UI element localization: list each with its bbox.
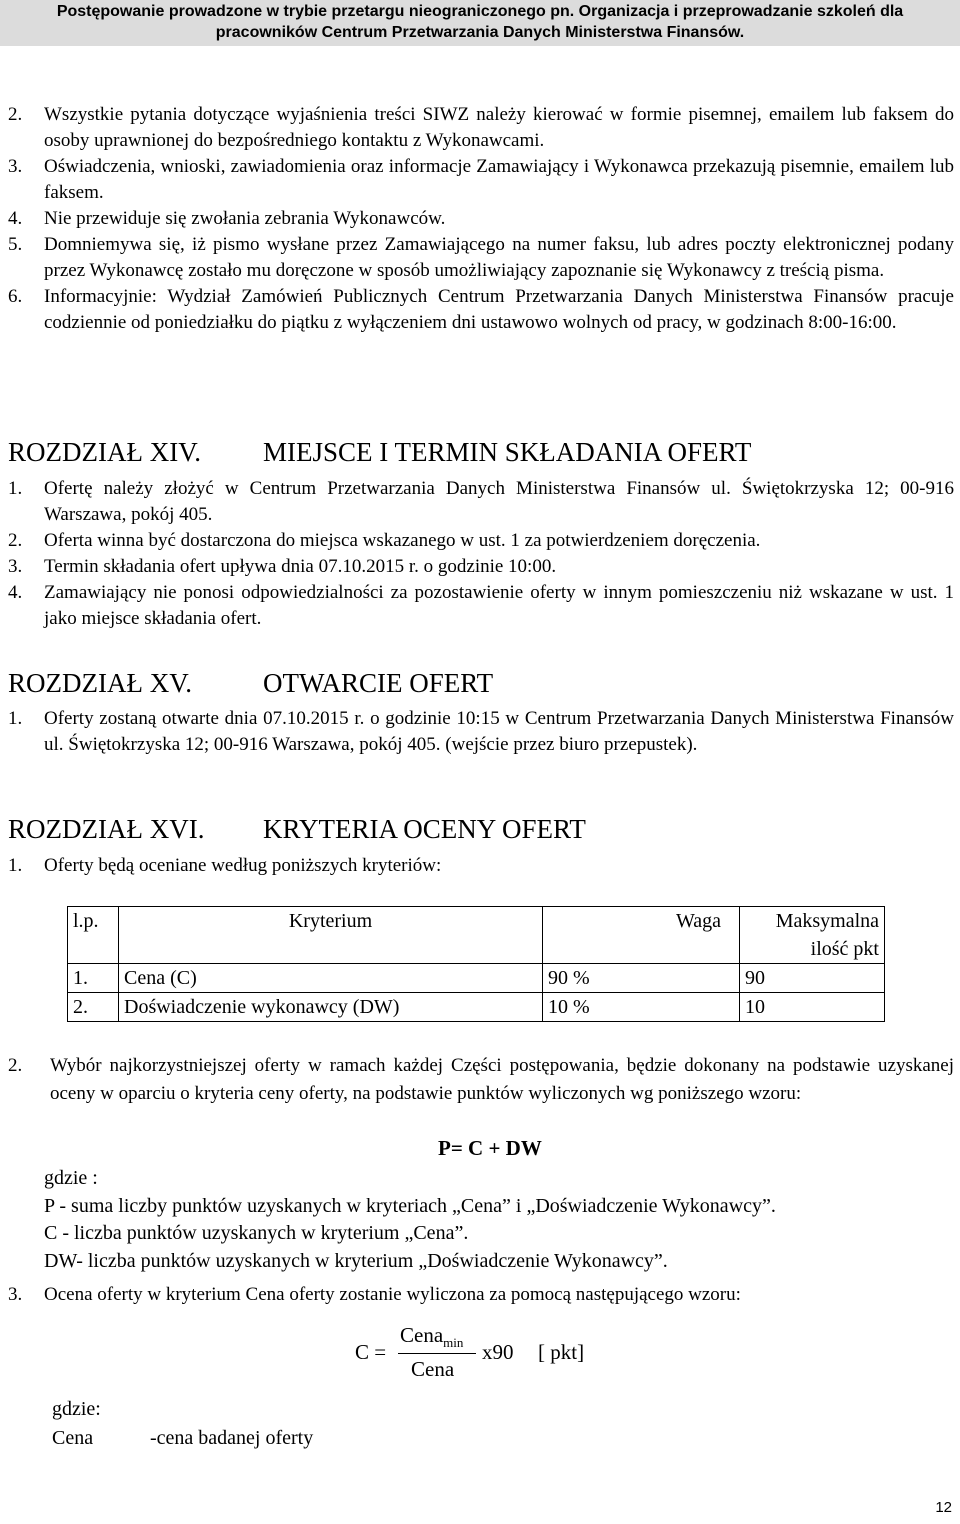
chapter-number: ROZDZIAŁ XVI.	[8, 814, 205, 844]
formula-definitions	[44, 1165, 954, 1275]
item-number: 3.	[8, 1284, 23, 1305]
header-cell-weight: Waga	[543, 907, 740, 964]
where-label: gdzie :	[44, 1167, 98, 1189]
table-cell: 90	[740, 964, 885, 993]
criteria-item-3	[8, 1282, 954, 1308]
list-item	[8, 284, 954, 336]
list-item	[8, 1052, 954, 1108]
table-cell: 2.	[68, 993, 119, 1022]
chapter-title: KRYTERIA OCENY OFERT	[263, 814, 586, 844]
list-item	[8, 232, 954, 284]
chapter-number: ROZDZIAŁ XV.	[8, 668, 192, 698]
section-heading-xv	[8, 668, 493, 698]
formula-unit: [ pkt]	[538, 1340, 585, 1364]
criteria-item-2	[8, 1052, 954, 1108]
item-number: 4.	[8, 208, 23, 229]
list-item	[8, 580, 954, 632]
item-text: Nie przewiduje się zwołania zebrania Wykonawców.	[44, 208, 446, 229]
item-number: 2.	[8, 530, 23, 551]
table-cell: 10 %	[543, 993, 740, 1022]
table-cell: Cena (C)	[119, 964, 543, 993]
table-row	[68, 964, 885, 993]
list-item	[8, 206, 954, 232]
item-number: 1.	[8, 478, 23, 499]
formula-numerator	[400, 1323, 463, 1351]
list-item	[8, 528, 954, 554]
contact-rules-list	[8, 102, 954, 336]
item-text: Zamawiający nie ponosi odpowiedzialności za pozostawienie oferty w innym pomieszczeniu niż wskazane w ust. 1 jako miejsce składania ofert.	[44, 582, 954, 629]
formula-denominator: Cena	[411, 1357, 455, 1381]
item-text: Domniemywa się, iż pismo wysłane przez Zamawiającego na numer faksu, lub adres poczty elektronicznej podany przez Wykonawcę zostało mu doręczone w sposób umożliwiający zapoznanie się Wykonawcy z treścią pisma.	[44, 234, 954, 281]
chapter-number: ROZDZIAŁ XIV.	[8, 437, 201, 467]
list-item	[8, 476, 954, 528]
cena-term: Cena	[52, 1427, 94, 1449]
table-cell: 10	[740, 993, 885, 1022]
list-item	[8, 1282, 954, 1308]
header-line-1: Postępowanie prowadzone w trybie przetargu nieograniczonego pn. Organizacja i przeprowadzanie szkoleń dla	[56, 3, 904, 20]
criteria-intro	[8, 853, 954, 879]
item-text: Oferty zostaną otwarte dnia 07.10.2015 r. o godzinie 10:15 w Centrum Przetwarzania Danych Ministerstwa Finansów ul. Świętokrzyska 12; 00-916 Warszawa, pokój 405. (wejście przez biuro przepustek).	[44, 708, 954, 755]
table-cell: 1.	[68, 964, 119, 993]
table-cell: 90 %	[543, 964, 740, 993]
header-cell-lp: l.p.	[68, 907, 119, 964]
item-text: Ofertę należy złożyć w Centrum Przetwarzania Danych Ministerstwa Finansów ul. Świętokrzyska 12; 00-916 Warszawa, pokój 405.	[44, 478, 954, 525]
item-number: 3.	[8, 156, 23, 177]
table-header-row	[68, 907, 885, 964]
item-number: 2.	[8, 1055, 23, 1076]
cena-definition: -cena badanej oferty	[150, 1427, 314, 1449]
item-number: 2.	[8, 104, 23, 125]
item-number: 5.	[8, 234, 23, 255]
numerator-text: Cena	[400, 1323, 444, 1347]
header-cell-max-points: Maksymalna ilość pkt	[740, 907, 885, 964]
page-number: 12	[935, 1499, 952, 1516]
formula-multiplier: x90	[482, 1340, 514, 1364]
list-item	[8, 706, 954, 758]
section-heading-xiv	[8, 437, 751, 467]
formula-lhs: C =	[355, 1340, 387, 1364]
header-line-2: pracowników Centrum Przetwarzania Danych Ministerstwa Finansów.	[215, 24, 745, 41]
item-text: Wszystkie pytania dotyczące wyjaśnienia treści SIWZ należy kierować w formie pisemnej, emailem lub faksem do osoby uprawnionej do bezpośredniego kontaktu z Wykonawcami.	[44, 104, 954, 151]
list-item	[8, 554, 954, 580]
list-item	[8, 154, 954, 206]
chapter-title: MIEJSCE I TERMIN SKŁADANIA OFERT	[263, 437, 752, 467]
item-text: Ocena oferty w kryterium Cena oferty zostanie wyliczona za pomocą następującego wzoru:	[44, 1284, 741, 1305]
item-text: Termin składania ofert upływa dnia 07.10.2015 r. o godzinie 10:00.	[44, 556, 557, 577]
submission-rules-list	[8, 476, 954, 632]
definition-c: C - liczba punktów uzyskanych w kryterium „Cena”.	[44, 1222, 469, 1244]
formula-where-2: gdzie:	[52, 1398, 101, 1420]
item-text: Oferty będą oceniane według poniższych kryteriów:	[44, 855, 442, 876]
points-formula: P= C + DW	[438, 1136, 542, 1160]
item-text: Wybór najkorzystniejszej oferty w ramach każdej Części postępowania, będzie dokonany na podstawie uzyskanej oceny w oparciu o kryteria ceny oferty, na podstawie punktów wyliczonych wg poniższego wzoru:	[50, 1055, 954, 1104]
definition-p: P - suma liczby punktów uzyskanych w kryteriach „Cena” i „Doświadczenie Wykonawcy”.	[44, 1194, 776, 1217]
list-item	[8, 853, 954, 879]
document-header	[0, 0, 960, 46]
criteria-table	[67, 906, 885, 1022]
opening-rules-list	[8, 706, 954, 758]
fraction-bar	[398, 1353, 476, 1354]
header-cell-criterion: Kryterium	[119, 907, 543, 964]
list-item	[8, 102, 954, 154]
table-cell: Doświadczenie wykonawcy (DW)	[119, 993, 543, 1022]
numerator-subscript: min	[443, 1335, 464, 1351]
item-number: 1.	[8, 855, 23, 876]
section-heading-xvi	[8, 814, 586, 844]
table-row	[68, 993, 885, 1022]
item-number: 1.	[8, 708, 23, 729]
chapter-title: OTWARCIE OFERT	[263, 668, 494, 698]
item-text: Oświadczenia, wnioski, zawiadomienia oraz informacje Zamawiający i Wykonawca przekazują pisemnie, emailem lub faksem.	[44, 156, 954, 203]
item-number: 6.	[8, 286, 23, 307]
item-number: 3.	[8, 556, 23, 577]
item-number: 4.	[8, 582, 23, 603]
item-text: Oferta winna być dostarczona do miejsca wskazanego w ust. 1 za potwierdzeniem doręczenia.	[44, 530, 761, 551]
definition-dw: DW- liczba punktów uzyskanych w kryterium „Doświadczenie Wykonawcy”.	[44, 1249, 668, 1272]
item-text: Informacyjnie: Wydział Zamówień Publicznych Centrum Przetwarzania Danych Ministerstwa Finansów pracuje codziennie od poniedziałku do piątku z wyłączeniem dni ustawowo wolnych od pracy, w godzinach 8:00-16:00.	[44, 286, 954, 333]
